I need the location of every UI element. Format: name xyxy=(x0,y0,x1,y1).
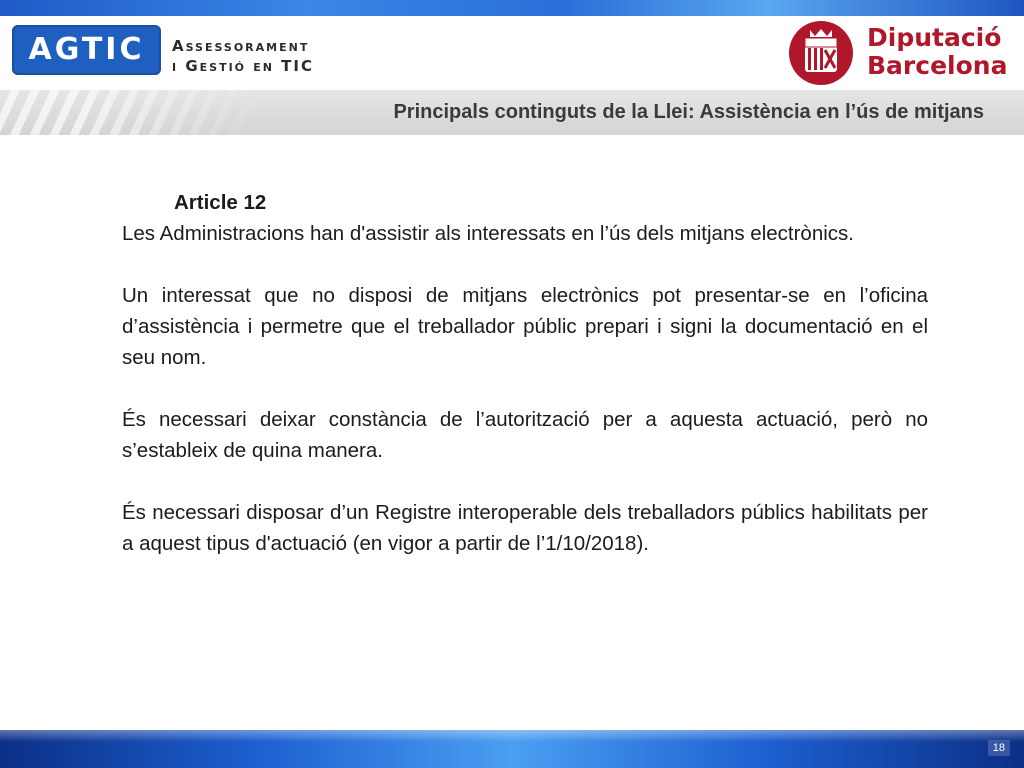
agtic-subtitle-line2: i Gestió en TIC xyxy=(172,57,314,75)
body-paragraph: És necessari deixar constància de l’autorització per a aquesta actuació, però no s’estableix de quina manera. xyxy=(122,408,928,462)
diputacio-line2: Barcelona xyxy=(867,51,1008,80)
slide-header xyxy=(0,16,1024,90)
agtic-logo-mark: AGTIC xyxy=(28,32,145,67)
agtic-logo-subtitle xyxy=(172,36,314,76)
article-heading: Article 12 xyxy=(174,191,267,214)
footer-bar-shine xyxy=(0,730,1024,742)
body-paragraph: Les Administracions han d'assistir als interessats en l’ús dels mitjans electrònics. xyxy=(122,222,854,245)
diputacio-seal-icon xyxy=(788,20,854,86)
body-paragraph: És necessari disposar d’un Registre interoperable dels treballadors públics habilitats per a aquest tipus d'actuació (en vigor a partir de l’1/10/2018). xyxy=(122,501,928,555)
title-band xyxy=(0,90,1024,135)
diputacio-barcelona-logo-text xyxy=(867,24,1007,80)
title-band-pattern xyxy=(0,90,260,135)
footer-bar xyxy=(0,730,1024,768)
slide-body xyxy=(122,187,928,590)
agtic-logo xyxy=(12,25,161,75)
body-paragraph: Un interessat que no disposi de mitjans electrònics pot presentar-se en l’oficina d’assistència i permetre que el treballador públic prepari i signi la documentació en el seu nom. xyxy=(122,284,928,369)
slide-title: Principals continguts de la Llei: Assistència en l’ús de mitjans xyxy=(393,101,984,123)
agtic-subtitle-line1: Assessorament xyxy=(172,37,310,55)
page-number: 18 xyxy=(988,740,1010,756)
diputacio-line1: Diputació xyxy=(867,23,1002,52)
top-decorative-strip xyxy=(0,0,1024,16)
